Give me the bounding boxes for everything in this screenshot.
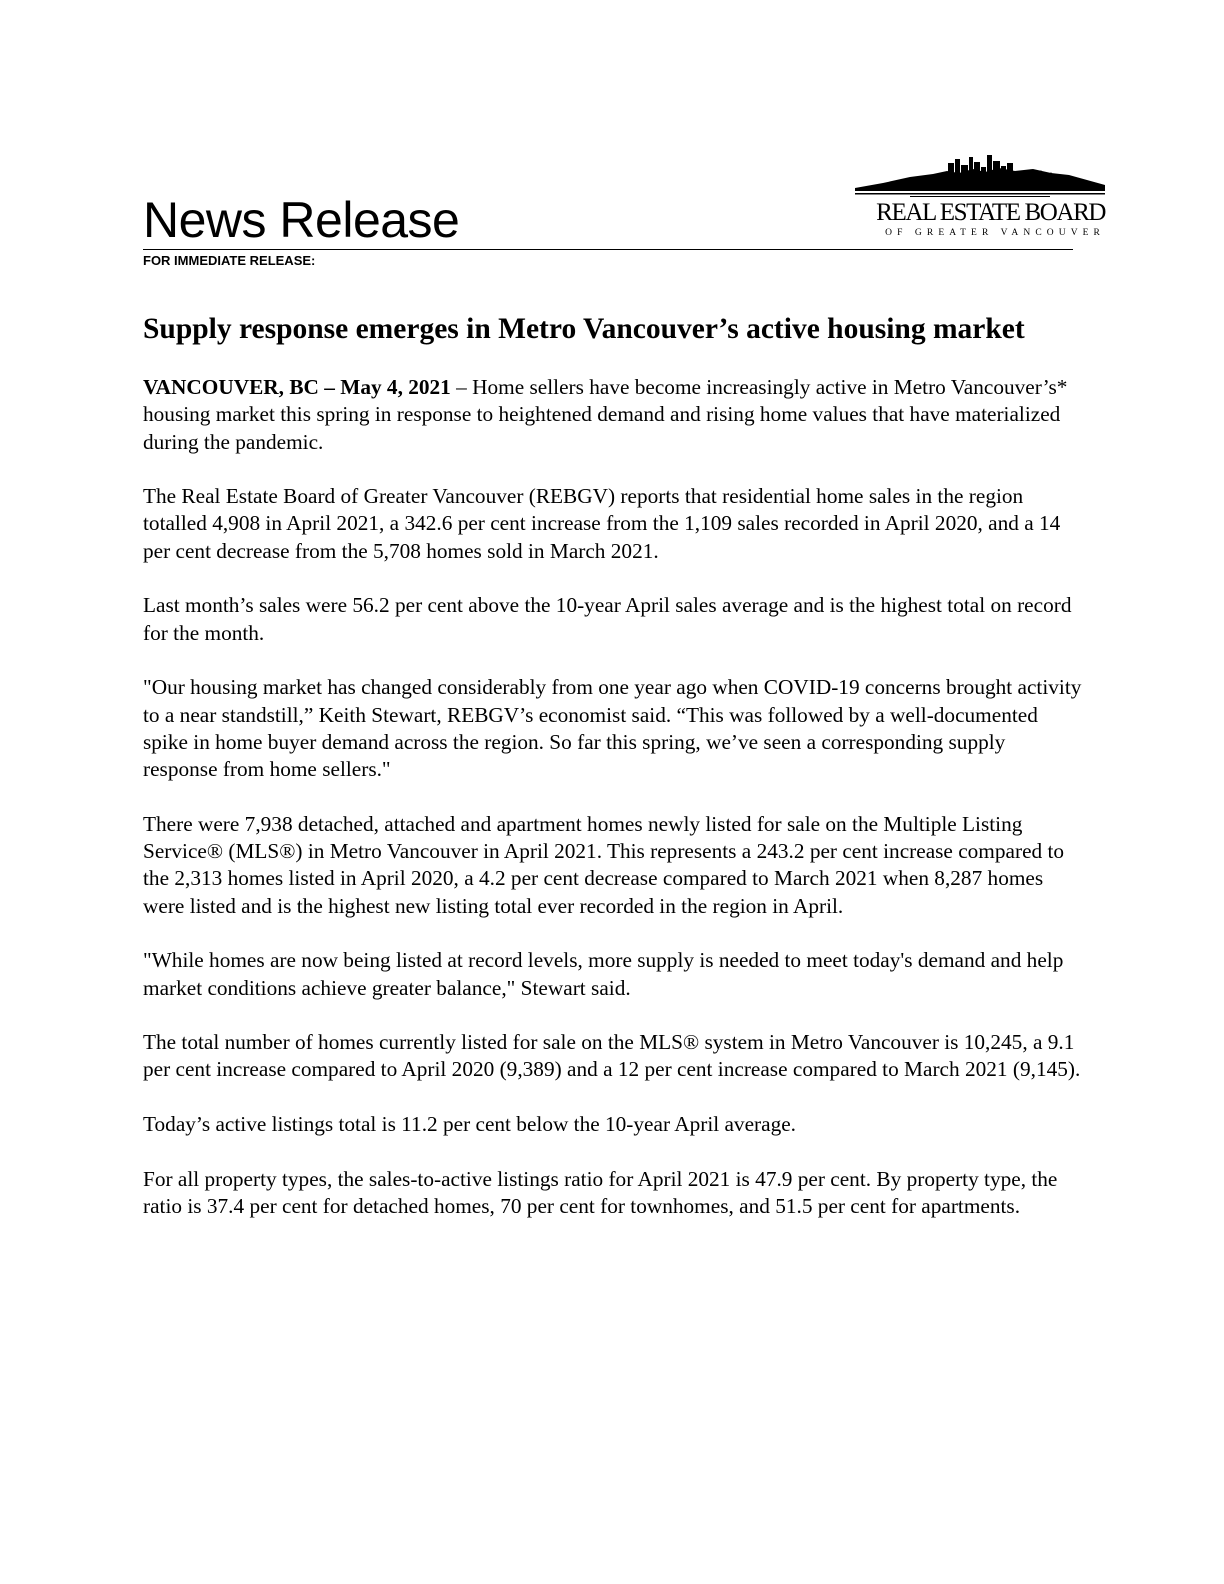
logo-board-name: REAL ESTATE BOARD	[876, 199, 1105, 226]
vancouver-skyline-icon	[855, 155, 1105, 197]
article-paragraph-4: "Our housing market has changed considerably from one year ago when COVID-19 concerns brought activity to a near standstill,” Keith Stewart, REBGV’s economist said. “This was followed by a well-documented spike in home buyer demand across the region. So far this spring, we’ve seen a corresponding supply response from home sellers."	[143, 675, 1082, 782]
article-paragraph-2: The Real Estate Board of Greater Vancouver (REBGV) reports that residential home sales in the region totalled 4,908 in April 2021, a 342.6 per cent increase from the 1,109 sales recorded in April 2020, and a 14 per cent decrease from the 5,708 homes sold in March 2021.	[143, 484, 1061, 563]
rebgv-logo	[855, 150, 1105, 242]
article-dateline: VANCOUVER, BC – May 4, 2021	[143, 375, 451, 399]
article-paragraph-5: There were 7,938 detached, attached and apartment homes newly listed for sale on the Multiple Listing Service® (MLS®) in Metro Vancouver in April 2021. This represents a 243.2 per cent increase compared to the 2,313 homes listed in April 2020, a 4.2 per cent decrease compared to March 2021 when 8,287 homes were listed and is the highest new listing total ever recorded in the region in April.	[143, 811, 1065, 918]
article-paragraph-1	[143, 374, 1083, 456]
article-paragraph-8: Today’s active listings total is 11.2 per cent below the 10-year April average.	[143, 1112, 796, 1137]
article-paragraph-7: The total number of homes currently listed for sale on the MLS® system in Metro Vancouver is 10,245, a 9.1 per cent increase compared to April 2020 (9,389) and a 12 per cent increase compared to March 2021 (9,145).	[143, 1030, 1081, 1082]
article-headline: Supply response emerges in Metro Vancouver’s active housing market	[143, 313, 1025, 345]
article-paragraph-6: "While homes are now being listed at record levels, more supply is needed to meet today's demand and help market conditions achieve greater balance," Stewart said.	[143, 948, 1064, 1000]
logo-board-subtitle: OF GREATER VANCOUVER	[885, 228, 1105, 238]
article-paragraph-3: Last month’s sales were 56.2 per cent above the 10-year April sales average and is the highest total on record for the month.	[143, 593, 1072, 645]
article-body	[143, 311, 1083, 1248]
article-paragraph-9: For all property types, the sales-to-active listings ratio for April 2021 is 47.9 per cent. By property type, the ratio is 37.4 per cent for detached homes, 70 per cent for townhomes, and 51.5 per cent for apartments.	[143, 1166, 1058, 1218]
document-header	[143, 150, 1105, 270]
release-label: FOR IMMEDIATE RELEASE:	[143, 253, 316, 268]
paragraph-text: – Home sellers have become increasingly active in Metro Vancouver’s* housing market this spring in response to heightened demand and rising home values that have materialized during the pandemic.	[143, 375, 1068, 454]
header-divider	[143, 249, 1073, 250]
news-release-title: News Release	[143, 192, 460, 248]
